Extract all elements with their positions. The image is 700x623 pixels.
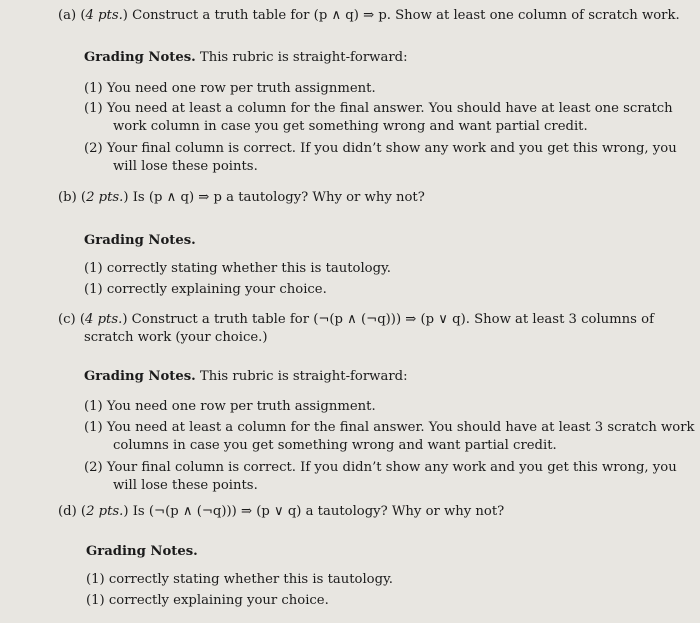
grading-notes-c	[84, 368, 408, 385]
rubric-item-text: You need at least a column for the final answer. You should have at least 3 scratch work	[106, 420, 695, 435]
question-c-points: 4 pts.	[85, 312, 123, 327]
rubric-item-text: work column in case you get something wrong and want partial credit.	[113, 119, 588, 134]
rubric-item-number: (1)	[84, 420, 103, 435]
grading-notes-intro: This rubric is straight-forward:	[195, 369, 408, 384]
rubric-item-text: correctly explaining your choice.	[106, 282, 327, 297]
rubric-item-text: correctly explaining your choice.	[108, 593, 329, 608]
rubric-item-number: (1)	[84, 81, 103, 96]
question-c-text: scratch work (your choice.)	[84, 330, 268, 345]
rubric-item	[84, 459, 677, 476]
question-a	[58, 7, 680, 24]
question-a-points: 4 pts.	[85, 8, 123, 23]
grading-notes-heading: Grading Notes.	[84, 233, 196, 248]
question-c-text: Construct a truth table for (¬(p ∧ (¬q))) ⇒ (p ∨ q). Show at least 3 columns of	[127, 312, 654, 327]
question-d	[58, 503, 504, 520]
rubric-item-number: (1)	[84, 101, 103, 116]
question-c	[58, 311, 654, 328]
rubric-item-text: Your final column is correct. If you didn’t show any work and you get this wrong, you	[106, 460, 677, 475]
grading-notes-heading: Grading Notes.	[86, 544, 198, 559]
rubric-item	[84, 281, 327, 298]
rubric-item	[84, 260, 391, 277]
rubric-item-text: columns in case you get something wrong and want partial credit.	[113, 438, 557, 453]
question-b-points: 2 pts.	[86, 190, 124, 205]
rubric-item	[84, 100, 673, 117]
question-d-label: (d) (	[58, 504, 87, 519]
rubric-item-text: You need one row per truth assignment.	[106, 399, 376, 414]
question-d-paren: )	[123, 504, 129, 519]
question-b-paren: )	[123, 190, 129, 205]
question-a-text: Construct a truth table for (p ∧ q) ⇒ p. Show at least one column of scratch work.	[127, 8, 680, 23]
rubric-item-continuation	[113, 158, 258, 175]
question-d-text: Is (¬(p ∧ (¬q))) ⇒ (p ∨ q) a tautology? Why or why not?	[128, 504, 505, 519]
rubric-item-text: You need at least a column for the final answer. You should have at least one scratch	[106, 101, 673, 116]
grading-notes-intro: This rubric is straight-forward:	[195, 50, 408, 65]
rubric-item-text: You need one row per truth assignment.	[106, 81, 376, 96]
rubric-item-number: (2)	[84, 141, 103, 156]
rubric-item-text: will lose these points.	[113, 478, 258, 493]
rubric-item-number: (1)	[84, 282, 103, 297]
grading-notes-heading: Grading Notes.	[84, 369, 196, 384]
rubric-item-text: correctly stating whether this is tautology.	[108, 572, 393, 587]
rubric-item-number: (2)	[84, 460, 103, 475]
question-a-paren: )	[122, 8, 128, 23]
rubric-item-number: (1)	[86, 572, 105, 587]
question-c-label: (c) (	[58, 312, 86, 327]
rubric-item	[84, 398, 376, 415]
grading-notes-heading: Grading Notes.	[84, 50, 196, 65]
grading-notes-b	[84, 232, 196, 249]
grading-notes-d	[86, 543, 198, 560]
rubric-item	[84, 80, 376, 97]
question-b	[58, 189, 425, 206]
question-c-paren: )	[122, 312, 128, 327]
question-d-points: 2 pts.	[86, 504, 124, 519]
grading-notes-a	[84, 49, 408, 66]
rubric-item-continuation	[113, 477, 258, 494]
question-b-label: (b) (	[58, 190, 87, 205]
rubric-item-number: (1)	[84, 261, 103, 276]
rubric-item-text: will lose these points.	[113, 159, 258, 174]
rubric-item	[84, 140, 677, 157]
question-c-continuation	[84, 329, 268, 346]
rubric-item	[84, 419, 695, 436]
rubric-item	[86, 592, 329, 609]
rubric-item	[86, 571, 393, 588]
rubric-item-continuation	[113, 437, 557, 454]
rubric-item-text: correctly stating whether this is tautology.	[106, 261, 391, 276]
rubric-item-text: Your final column is correct. If you didn’t show any work and you get this wrong, you	[106, 141, 677, 156]
question-b-text: Is (p ∧ q) ⇒ p a tautology? Why or why not?	[128, 190, 425, 205]
rubric-item-continuation	[113, 118, 588, 135]
rubric-item-number: (1)	[86, 593, 105, 608]
question-a-label: (a) (	[58, 8, 86, 23]
rubric-item-number: (1)	[84, 399, 103, 414]
